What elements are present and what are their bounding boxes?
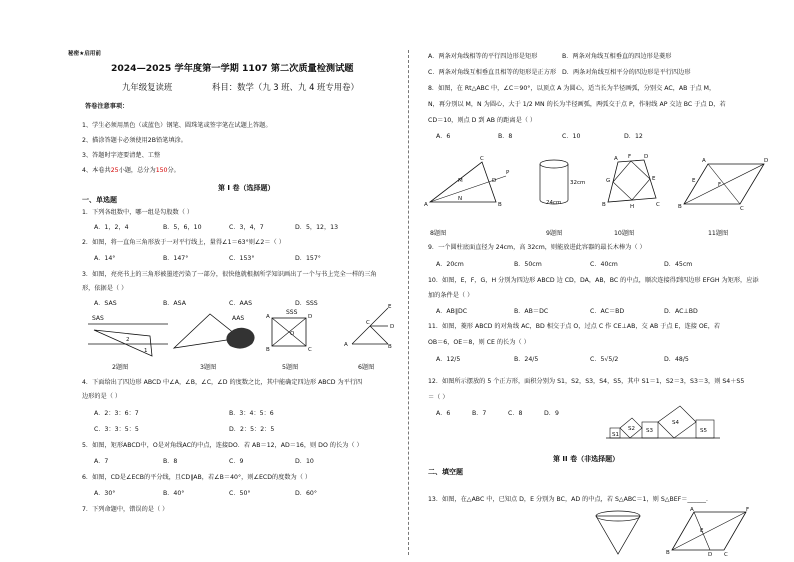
svg-text:D: D <box>644 154 649 160</box>
svg-text:S4: S4 <box>672 420 679 426</box>
q7-option-c: C．两条对角线互相垂直且相等的矩形是正方形 <box>428 69 557 76</box>
svg-text:C: C <box>724 552 728 558</box>
svg-text:2: 2 <box>126 337 130 343</box>
subject-line: 科目：数学（九 3 班、九 4 班专用卷） <box>212 82 359 92</box>
svg-text:S3: S3 <box>646 428 653 434</box>
svg-text:SSS: SSS <box>286 309 298 316</box>
q8-option-d: D．12 <box>624 133 643 140</box>
q12-stem: 12．如图所示摆放的 5 个正方形，面积分别为 S1，S2，S3，S4，S5，其中 S1＝1，S2＝3，S3＝3，则 S4＋S5 <box>428 378 745 385</box>
q5-option-c: C．9 <box>229 458 244 465</box>
q8-option-a: A．6 <box>436 133 451 140</box>
figure-13-left <box>592 508 650 558</box>
q9-option-c: C．40cm <box>590 261 618 268</box>
svg-text:D: D <box>492 178 497 184</box>
q7-option-d: D．两条对角线互相平分的四边形是平行四边形 <box>562 69 691 76</box>
q11-stem-2: OB＝6，OE＝8，则 CE 的长为（ ） <box>428 339 530 346</box>
note-3: 3、答题时字迹要清楚、工整 <box>82 152 161 159</box>
svg-text:E: E <box>700 528 704 534</box>
q1-option-c: C．3，4，7 <box>229 224 264 231</box>
q12-option-a: A．6 <box>436 410 451 417</box>
secret-mark: 秘密★启用前 <box>68 51 101 57</box>
fig3-caption: 3题图 <box>200 364 217 371</box>
svg-text:C: C <box>366 320 370 326</box>
q1-option-d: D．5，12，13 <box>295 224 339 231</box>
svg-text:C: C <box>480 156 484 162</box>
q12-option-b: B．7 <box>472 410 487 417</box>
q2-option-b: B．147° <box>163 255 189 262</box>
svg-text:S2: S2 <box>628 426 635 432</box>
q6-stem: 6．如图，CD是∠ECB的平分线，且CD∥AB，若∠B＝40°，则∠ECD的度数为（ ） <box>82 474 312 481</box>
svg-text:D: D <box>308 314 313 320</box>
figure-6 <box>344 304 394 348</box>
q6-option-b: B．40° <box>163 490 185 497</box>
svg-text:D: D <box>764 158 769 164</box>
part-2-heading: 第 II 卷（非选择题） <box>553 455 620 463</box>
svg-text:32cm: 32cm <box>570 180 586 186</box>
fig3-aas-text: AAS <box>232 315 245 322</box>
fig2-caption: 2题图 <box>112 364 129 371</box>
q12-option-c: C．8 <box>508 410 523 417</box>
figure-3 <box>170 312 260 352</box>
svg-text:S1: S1 <box>612 432 619 438</box>
figure-2 <box>88 310 168 362</box>
exam-title: 2024—2025 学年度第一学期 1107 第二次质量检测试题 <box>111 63 354 74</box>
fig5-caption: 5题图 <box>282 364 299 371</box>
svg-text:H: H <box>630 204 635 210</box>
svg-text:A: A <box>344 342 348 348</box>
q11-option-a: A．12/5 <box>436 356 461 363</box>
fig2-sas-text: SAS <box>92 315 104 322</box>
q3-option-b: B．ASA <box>163 300 186 307</box>
q7-option-b: B．两条对角线互相垂直的四边形是菱形 <box>562 53 672 60</box>
svg-text:M: M <box>458 178 463 184</box>
q5-option-d: D．10 <box>295 458 314 465</box>
fig10-caption: 10题图 <box>614 230 635 237</box>
figure-11 <box>678 156 770 210</box>
right-column <box>410 0 794 562</box>
svg-text:E: E <box>652 176 656 182</box>
svg-text:D: D <box>708 552 713 558</box>
q4-option-a: A．2：3：6：7 <box>94 410 139 417</box>
q2-stem: 2．如图，将一直角三角形放于一对平行线上，量得∠1＝63°则∠2＝（ ） <box>82 239 285 246</box>
q5-stem: 5．如图，矩形ABCD中，O是对角线AC的中点，连接DO．若 AB＝12，AD＝16，则 DO 的长为（ ） <box>82 442 363 449</box>
svg-text:B: B <box>666 550 670 556</box>
svg-text:E: E <box>388 304 392 310</box>
q11-option-c: C．5√5/2 <box>590 356 619 363</box>
figure-8 <box>424 152 516 210</box>
notes-title: 答卷注意事项： <box>85 103 129 110</box>
figure-12 <box>606 402 720 442</box>
q8-option-b: B．8 <box>498 133 513 140</box>
svg-text:A: A <box>424 202 428 208</box>
q10-stem: 10．如图，E，F，G，H 分别为四边形 ABCD 边 CD，DA，AB，BC 的中点，顺次连接得到四边形 EFGH 为矩形，应添 <box>428 277 759 284</box>
svg-text:B: B <box>388 344 392 350</box>
q4-option-d: D．2：5：2：5 <box>229 426 275 433</box>
figure-9 <box>536 158 586 208</box>
section-1-heading: 一、单选题 <box>82 196 117 204</box>
q1-option-b: B．5，6，10 <box>163 224 202 231</box>
svg-text:A: A <box>614 156 618 162</box>
q3-option-c: C．AAS <box>229 300 253 307</box>
note-2: 2、描涂答题卡必须使用2B铅笔填涂。 <box>82 137 187 144</box>
q4-stem-2: 边形的是（ ） <box>82 393 122 400</box>
q6-option-c: C．50° <box>229 490 251 497</box>
svg-text:24cm: 24cm <box>546 200 562 206</box>
q12-stem-2: ＝（ ） <box>428 394 449 401</box>
svg-text:B: B <box>602 202 606 208</box>
q11-option-d: D．48/5 <box>664 356 689 363</box>
q2-option-d: D．157° <box>295 255 321 262</box>
q7-option-a: A．两条对角线相等的平行四边形是矩形 <box>428 53 538 60</box>
q1-option-a: A．1，2，4 <box>94 224 129 231</box>
q2-option-a: A．14° <box>94 255 116 262</box>
svg-text:C: C <box>308 347 312 353</box>
svg-text:P: P <box>506 170 510 176</box>
q3-stem-2: 形，依据是（ ） <box>82 285 128 292</box>
q9-option-b: B．50cm <box>514 261 542 268</box>
q1-stem: 1．下列各组数中，哪一组是勾股数（ ） <box>82 209 194 216</box>
svg-text:S5: S5 <box>700 428 707 434</box>
q8-option-c: C．10 <box>562 133 581 140</box>
fig6-caption: 6题图 <box>358 364 375 371</box>
svg-text:F: F <box>746 507 750 513</box>
q8-stem: 8．如图，在 Rt△ABC 中，∠C＝90°，以顶点 A 为圆心，适当长为半径画弧，分别交 AC，AB 于点 M， <box>428 85 716 92</box>
note-4: 4、本卷共25小题，总分为150分。 <box>82 167 180 174</box>
fig8-caption: 8题图 <box>430 230 447 237</box>
q5-option-a: A．7 <box>94 458 109 465</box>
fig9-caption: 9题图 <box>546 230 563 237</box>
q3-option-d: D．SSS <box>295 300 318 307</box>
svg-text:B: B <box>498 202 502 208</box>
q8-stem-3: CD＝10，则点 D 到 AB 的距离是（ ） <box>428 117 537 124</box>
svg-text:B: B <box>678 204 682 210</box>
svg-text:C: C <box>740 206 744 212</box>
svg-text:N: N <box>458 196 463 202</box>
q11-option-b: B．24/5 <box>514 356 539 363</box>
q4-option-b: B．3：4：5：6 <box>229 410 274 417</box>
svg-text:A: A <box>690 507 694 513</box>
q10-option-a: A．AB∥DC <box>436 308 468 315</box>
fig11-caption: 11题图 <box>708 230 729 237</box>
q4-option-c: C．3：3：5：5 <box>94 426 139 433</box>
q8-stem-2: N，再分别以 M，N 为圆心，大于 1/2 MN 的长为半径画弧，两弧交于点 P，作射线 AP 交边 BC 于点 D，若 <box>428 101 726 108</box>
q6-option-a: A．30° <box>94 490 116 497</box>
svg-text:D: D <box>390 324 395 330</box>
figure-13 <box>664 506 752 556</box>
q10-option-d: D．AC⊥BD <box>664 308 698 315</box>
q11-stem: 11．如图，菱形 ABCD 的对角线 AC，BD 相交于点 O，过点 C 作 CE⊥AB，交 AB 于点 E，连接 OE，若 <box>428 323 721 330</box>
q10-stem-2: 加的条件是（ ） <box>428 292 474 299</box>
svg-text:F: F <box>628 154 632 160</box>
svg-text:G: G <box>606 178 611 184</box>
question-count: 25 <box>110 167 119 174</box>
q6-option-d: D．60° <box>295 490 317 497</box>
section-2-heading: 二、填空题 <box>428 468 463 476</box>
q9-option-d: D．45cm <box>664 261 693 268</box>
q3-stem: 3．如图，亮亮书上的三角形被墨迹污染了一部分，很快他就根据所学知识画出了一个与书上完全一样的三角 <box>82 271 377 278</box>
svg-text:E: E <box>692 178 696 184</box>
svg-text:O: O <box>290 331 295 337</box>
note-1: 1、学生必须用黑色（或蓝色）钢笔、圆珠笔或签字笔在试题上答题。 <box>82 122 272 129</box>
svg-text:B: B <box>266 347 270 353</box>
svg-text:1: 1 <box>144 348 148 354</box>
q2-option-c: C．153° <box>229 255 255 262</box>
q4-stem: 4．下面给出了四边形 ABCD 中∠A，∠B，∠C，∠D 的度数之比，其中能确定四边形 ABCD 为平行四 <box>82 379 363 386</box>
svg-text:A: A <box>702 158 706 164</box>
class-name: 九年级复读班 <box>122 82 173 92</box>
q10-option-c: C．AC＝BD <box>590 308 625 315</box>
q10-option-b: B．AB＝DC <box>514 308 549 315</box>
q5-option-b: B．8 <box>163 458 178 465</box>
q7-stem: 7．下列命题中，错误的是（ ） <box>82 506 169 513</box>
q3-option-a: A．SAS <box>94 300 117 307</box>
figure-10 <box>598 152 664 210</box>
svg-text:C: C <box>656 202 660 208</box>
q9-option-a: A．20cm <box>436 261 464 268</box>
q9-stem: 9．一个圆柱底面直径为 24cm，高 32cm，则能放进此容器的最长木棒为（ ） <box>428 244 646 251</box>
part-1-heading: 第 I 卷（选择题） <box>218 184 275 192</box>
q13-stem: 13．如图，在△ABC 中，已知点 D，E 分别为 BC，AD 的中点，若 S△ABC＝1，则 S△BEF＝______． <box>428 496 713 503</box>
total-score: 150 <box>155 167 168 174</box>
figure-5 <box>266 309 314 353</box>
svg-text:F: F <box>718 182 722 188</box>
q12-option-d: D．9 <box>544 410 559 417</box>
svg-text:A: A <box>266 314 270 320</box>
